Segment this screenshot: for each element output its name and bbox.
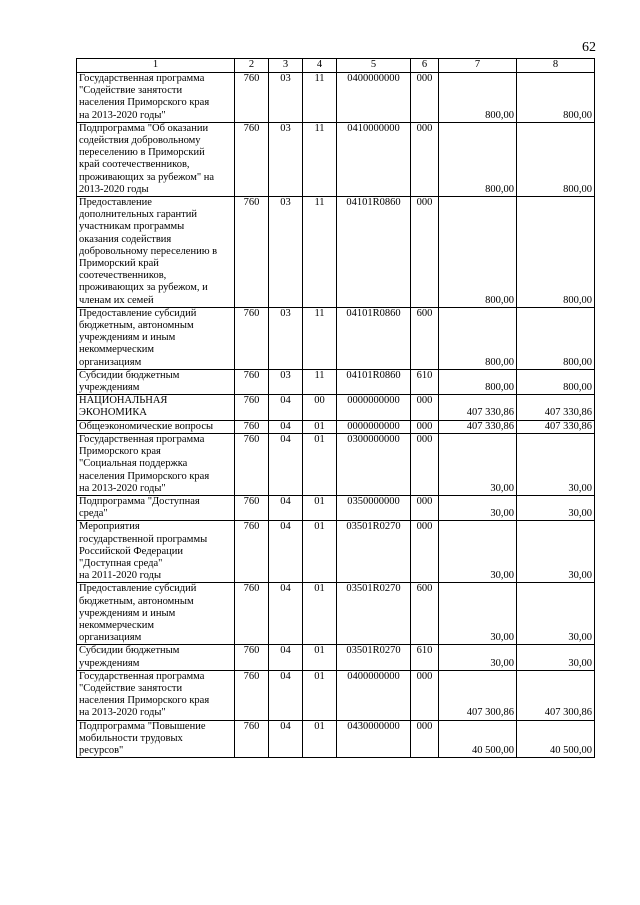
table-row — [77, 670, 595, 720]
subsection-code-cell: 01 — [303, 420, 337, 433]
row-name-line: учреждениям и иным — [79, 332, 176, 344]
expense-type-cell: 000 — [411, 495, 439, 520]
admin-code-cell: 760 — [235, 420, 269, 433]
expense-type-cell: 600 — [411, 583, 439, 645]
row-name-line: учреждениям — [79, 657, 140, 669]
row-name-line: Российской Федерации — [79, 545, 183, 557]
admin-code-cell: 760 — [235, 197, 269, 308]
row-name-line: Подпрограмма "Повышение — [79, 720, 206, 732]
target-article-cell: 0000000000 — [337, 420, 411, 433]
row-name-cell — [77, 420, 235, 433]
row-name-line: мобильности трудовых — [79, 732, 183, 744]
expense-type-cell: 000 — [411, 670, 439, 720]
admin-code-cell: 760 — [235, 720, 269, 758]
subsection-code-cell: 11 — [303, 369, 337, 394]
table-row — [77, 395, 595, 420]
row-name-line: Подпрограмма "Доступная — [79, 495, 200, 507]
column-header: 7 — [439, 59, 517, 73]
page-number: 62 — [582, 40, 596, 55]
section-code-cell: 04 — [269, 521, 303, 583]
expense-type-cell: 000 — [411, 395, 439, 420]
row-name-line: Государственная программа — [79, 73, 205, 84]
amount-cell-col8: 800,00 — [517, 122, 595, 196]
amount-cell-col7: 30,00 — [439, 495, 517, 520]
row-name-line: Приморского края — [79, 446, 161, 458]
row-name-line: "Доступная среда" — [79, 557, 163, 569]
row-name-line: государственной программы — [79, 533, 208, 545]
amount-cell-col8: 407 330,86 — [517, 395, 595, 420]
table-row — [77, 73, 595, 123]
expense-type-cell: 000 — [411, 197, 439, 308]
expense-type-cell: 610 — [411, 369, 439, 394]
table-row — [77, 583, 595, 645]
column-header: 3 — [269, 59, 303, 73]
row-name-line: населения Приморского края — [79, 695, 210, 707]
amount-cell-col8: 800,00 — [517, 307, 595, 369]
subsection-code-cell: 00 — [303, 395, 337, 420]
row-name-line: "Содействие занятости — [79, 85, 183, 97]
row-name-line: среда" — [79, 508, 108, 520]
row-name-line: Предоставление — [79, 197, 152, 209]
table-row — [77, 122, 595, 196]
admin-code-cell: 760 — [235, 670, 269, 720]
table-row — [77, 495, 595, 520]
amount-cell-col8: 800,00 — [517, 197, 595, 308]
target-article-cell: 03501R0270 — [337, 583, 411, 645]
amount-cell-col8: 800,00 — [517, 73, 595, 123]
row-name-line: соотечественников, — [79, 270, 167, 282]
amount-cell-col7: 800,00 — [439, 122, 517, 196]
target-article-cell: 0000000000 — [337, 395, 411, 420]
section-code-cell: 04 — [269, 720, 303, 758]
subsection-code-cell: 11 — [303, 197, 337, 308]
expense-type-cell: 000 — [411, 521, 439, 583]
row-name-line: "Социальная поддержка — [79, 458, 188, 470]
subsection-code-cell: 01 — [303, 583, 337, 645]
section-code-cell: 03 — [269, 122, 303, 196]
admin-code-cell: 760 — [235, 307, 269, 369]
expense-type-cell: 610 — [411, 645, 439, 670]
admin-code-cell: 760 — [235, 521, 269, 583]
amount-cell-col8: 30,00 — [517, 645, 595, 670]
column-header: 1 — [77, 59, 235, 73]
section-code-cell: 03 — [269, 73, 303, 123]
row-name-line: дополнительных гарантий — [79, 209, 197, 221]
section-code-cell: 03 — [269, 369, 303, 394]
section-code-cell: 04 — [269, 433, 303, 495]
expense-type-cell: 600 — [411, 307, 439, 369]
amount-cell-col7: 800,00 — [439, 369, 517, 394]
target-article-cell: 04101R0860 — [337, 307, 411, 369]
admin-code-cell: 760 — [235, 433, 269, 495]
table-row — [77, 720, 595, 758]
subsection-code-cell: 11 — [303, 122, 337, 196]
table-body — [77, 73, 595, 758]
row-name-line: некоммерческим — [79, 619, 155, 631]
row-name-line: Общеэкономические вопросы — [79, 420, 214, 432]
table-row — [77, 420, 595, 433]
admin-code-cell: 760 — [235, 583, 269, 645]
row-name-line: Субсидии бюджетным — [79, 645, 180, 657]
row-name-cell — [77, 73, 235, 123]
row-name-cell — [77, 122, 235, 196]
expense-type-cell: 000 — [411, 420, 439, 433]
amount-cell-col8: 30,00 — [517, 521, 595, 583]
row-name-line: ресурсов" — [79, 744, 124, 756]
table-row — [77, 307, 595, 369]
row-name-line: на 2013-2020 годы" — [79, 482, 166, 494]
row-name-line: учреждениям — [79, 382, 140, 394]
row-name-cell — [77, 369, 235, 394]
target-article-cell: 03501R0270 — [337, 521, 411, 583]
column-header: 4 — [303, 59, 337, 73]
row-name-line: край соотечественников, — [79, 159, 190, 171]
amount-cell-col7: 407 330,86 — [439, 420, 517, 433]
admin-code-cell: 760 — [235, 495, 269, 520]
row-name-line: бюджетным, автономным — [79, 320, 194, 332]
row-name-line: проживающих за рубежом, и — [79, 282, 208, 294]
amount-cell-col8: 407 300,86 — [517, 670, 595, 720]
table-row — [77, 433, 595, 495]
row-name-line: НАЦИОНАЛЬНАЯ — [79, 395, 168, 407]
table-row — [77, 197, 595, 308]
section-code-cell: 03 — [269, 307, 303, 369]
section-code-cell: 04 — [269, 645, 303, 670]
row-name-line: оказания содействия — [79, 233, 172, 245]
row-name-line: некоммерческим — [79, 344, 155, 356]
amount-cell-col8: 40 500,00 — [517, 720, 595, 758]
column-header: 2 — [235, 59, 269, 73]
row-name-line: населения Приморского края — [79, 470, 210, 482]
section-code-cell: 04 — [269, 670, 303, 720]
table-row — [77, 645, 595, 670]
row-name-line: Государственная программа — [79, 670, 205, 682]
amount-cell-col8: 30,00 — [517, 495, 595, 520]
subsection-code-cell: 01 — [303, 433, 337, 495]
target-article-cell: 0400000000 — [337, 670, 411, 720]
row-name-line: ЭКОНОМИКА — [79, 407, 147, 419]
amount-cell-col7: 30,00 — [439, 583, 517, 645]
admin-code-cell: 760 — [235, 369, 269, 394]
row-name-line: "Содействие занятости — [79, 682, 183, 694]
row-name-line: Предоставление субсидий — [79, 307, 197, 319]
row-name-cell — [77, 307, 235, 369]
section-code-cell: 04 — [269, 495, 303, 520]
amount-cell-col7: 407 330,86 — [439, 395, 517, 420]
row-name-line: проживающих за рубежом" на — [79, 171, 215, 183]
amount-cell-col7: 800,00 — [439, 197, 517, 308]
admin-code-cell: 760 — [235, 122, 269, 196]
target-article-cell: 03501R0270 — [337, 645, 411, 670]
row-name-cell — [77, 645, 235, 670]
row-name-cell — [77, 433, 235, 495]
row-name-line: Предоставление субсидий — [79, 583, 197, 595]
subsection-code-cell: 11 — [303, 73, 337, 123]
column-header: 8 — [517, 59, 595, 73]
row-name-cell — [77, 720, 235, 758]
budget-table — [76, 58, 595, 758]
expense-type-cell: 000 — [411, 720, 439, 758]
amount-cell-col8: 30,00 — [517, 433, 595, 495]
row-name-cell — [77, 583, 235, 645]
row-name-cell — [77, 495, 235, 520]
amount-cell-col8: 407 330,86 — [517, 420, 595, 433]
target-article-cell: 0430000000 — [337, 720, 411, 758]
section-code-cell: 03 — [269, 197, 303, 308]
row-name-cell — [77, 197, 235, 308]
row-name-line: Государственная программа — [79, 433, 205, 445]
row-name-line: организациям — [79, 356, 142, 368]
row-name-line: переселению в Приморский — [79, 147, 205, 159]
amount-cell-col7: 30,00 — [439, 645, 517, 670]
row-name-cell — [77, 395, 235, 420]
amount-cell-col7: 800,00 — [439, 73, 517, 123]
row-name-line: 2013-2020 годы — [79, 183, 149, 195]
row-name-line: организациям — [79, 632, 142, 644]
admin-code-cell: 760 — [235, 73, 269, 123]
row-name-line: содействия добровольному — [79, 135, 201, 147]
target-article-cell: 0400000000 — [337, 73, 411, 123]
amount-cell-col7: 407 300,86 — [439, 670, 517, 720]
target-article-cell: 0410000000 — [337, 122, 411, 196]
row-name-line: на 2011-2020 годы — [79, 570, 162, 582]
section-code-cell: 04 — [269, 420, 303, 433]
amount-cell-col8: 30,00 — [517, 583, 595, 645]
admin-code-cell: 760 — [235, 395, 269, 420]
subsection-code-cell: 01 — [303, 720, 337, 758]
subsection-code-cell: 01 — [303, 521, 337, 583]
expense-type-cell: 000 — [411, 122, 439, 196]
table-row — [77, 521, 595, 583]
row-name-line: Приморский край — [79, 258, 159, 270]
row-name-cell — [77, 670, 235, 720]
section-code-cell: 04 — [269, 583, 303, 645]
amount-cell-col7: 40 500,00 — [439, 720, 517, 758]
table-row — [77, 369, 595, 394]
row-name-line: Мероприятия — [79, 521, 140, 533]
target-article-cell: 04101R0860 — [337, 369, 411, 394]
row-name-line: на 2013-2020 годы" — [79, 109, 166, 121]
row-name-line: участникам программы — [79, 221, 185, 233]
subsection-code-cell: 01 — [303, 670, 337, 720]
expense-type-cell: 000 — [411, 433, 439, 495]
column-header: 5 — [337, 59, 411, 73]
amount-cell-col8: 800,00 — [517, 369, 595, 394]
target-article-cell: 0300000000 — [337, 433, 411, 495]
expense-type-cell: 000 — [411, 73, 439, 123]
column-header: 6 — [411, 59, 439, 73]
subsection-code-cell: 01 — [303, 495, 337, 520]
amount-cell-col7: 30,00 — [439, 521, 517, 583]
row-name-line: на 2013-2020 годы" — [79, 707, 166, 719]
row-name-line: Подпрограмма "Об оказании — [79, 122, 209, 134]
amount-cell-col7: 800,00 — [439, 307, 517, 369]
admin-code-cell: 760 — [235, 645, 269, 670]
row-name-line: бюджетным, автономным — [79, 595, 194, 607]
row-name-line: добровольному переселению в — [79, 245, 218, 257]
target-article-cell: 04101R0860 — [337, 197, 411, 308]
row-name-cell — [77, 521, 235, 583]
target-article-cell: 0350000000 — [337, 495, 411, 520]
amount-cell-col7: 30,00 — [439, 433, 517, 495]
table-header-row — [77, 59, 595, 73]
subsection-code-cell: 11 — [303, 307, 337, 369]
row-name-line: учреждениям и иным — [79, 607, 176, 619]
subsection-code-cell: 01 — [303, 645, 337, 670]
row-name-line: членам их семей — [79, 294, 154, 306]
section-code-cell: 04 — [269, 395, 303, 420]
row-name-line: Субсидии бюджетным — [79, 369, 180, 381]
row-name-line: населения Приморского края — [79, 97, 210, 109]
